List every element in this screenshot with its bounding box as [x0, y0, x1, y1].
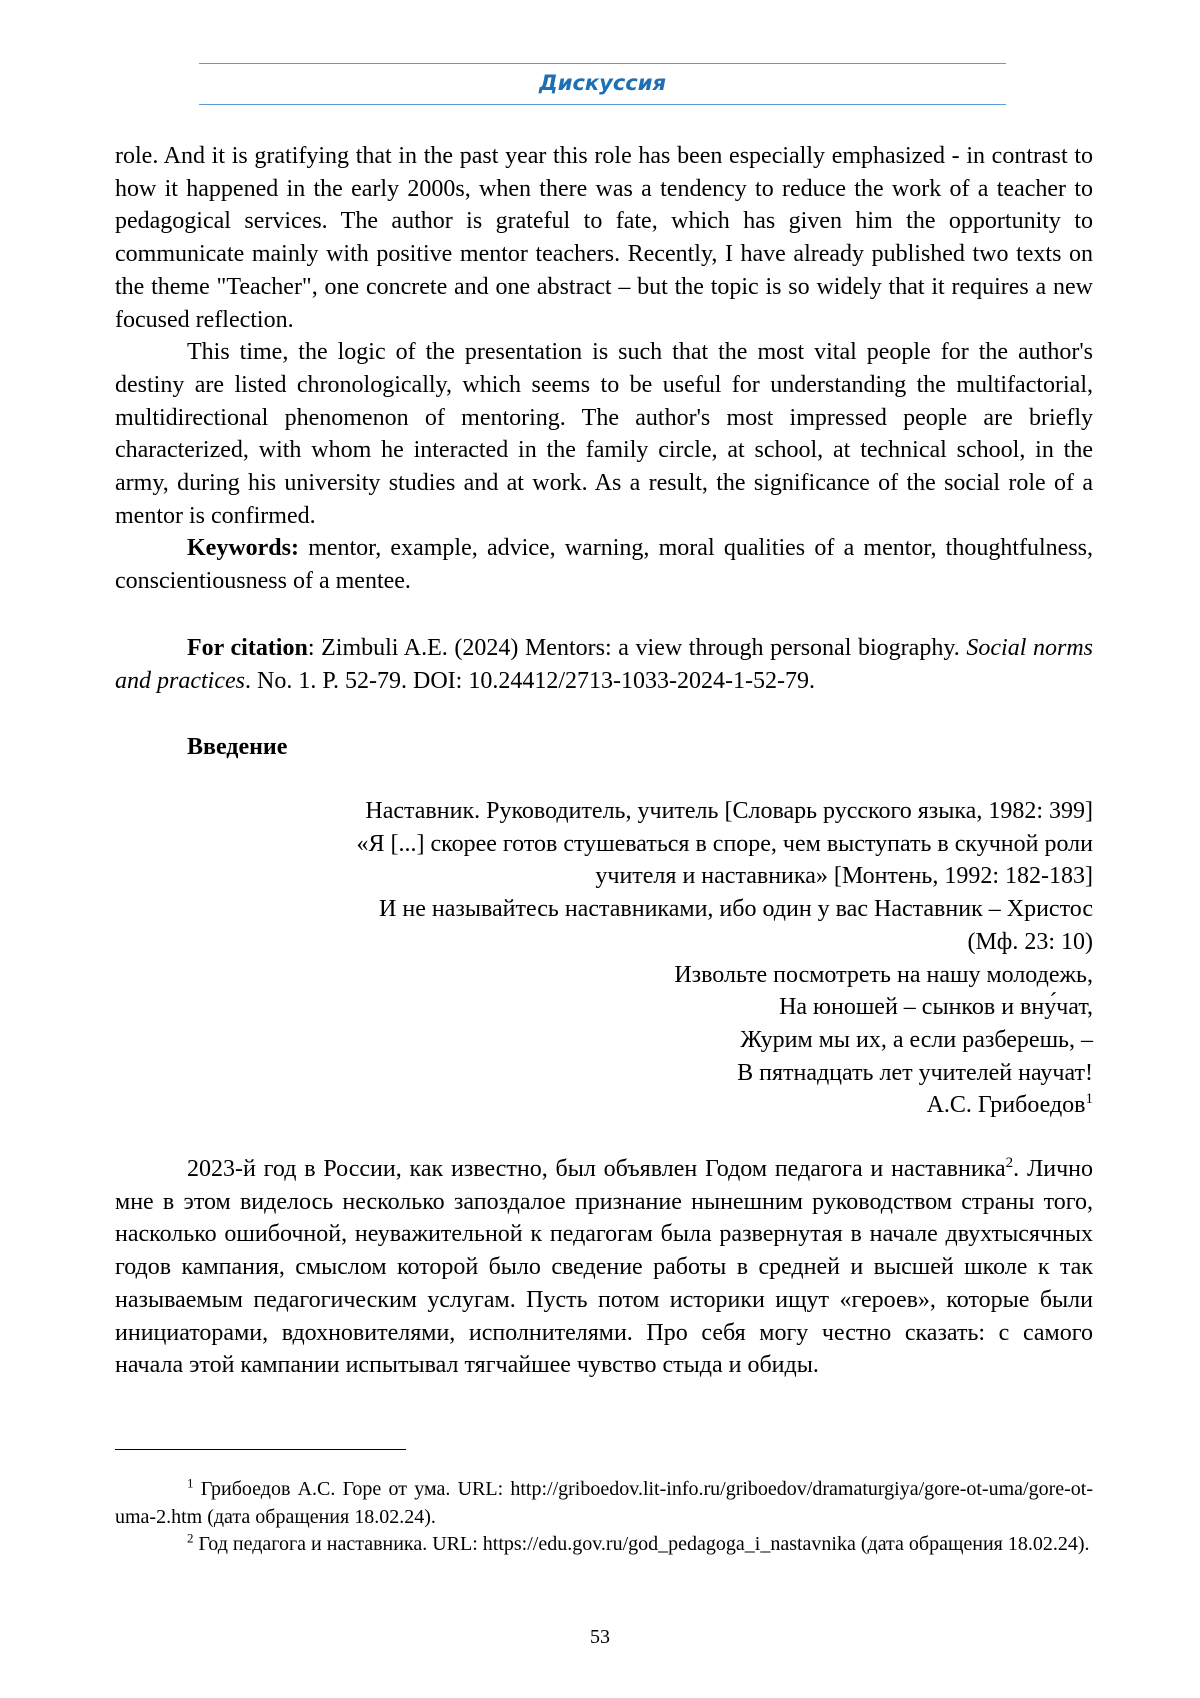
epigraph-author [115, 1089, 1093, 1122]
epigraph-line: Журим мы их, а если разберешь, – [740, 1026, 1093, 1053]
citation-paragraph [115, 632, 1093, 697]
citation-text-1: : Zimbuli A.E. (2024) Mentors: a view through personal biography. [307, 635, 967, 661]
keywords-text: mentor, example, advice, warning, moral qualities of a mentor, thoughtfulness, conscientiousness of a mentee. [115, 535, 1093, 595]
epigraphs [115, 795, 1093, 1122]
introduction-text-start: 2023-й год в России, как известно, был объявлен Годом педагога и наставника [187, 1156, 1006, 1182]
keywords-paragraph [115, 532, 1093, 597]
section-title: Дискуссия [539, 71, 666, 95]
introduction-paragraph [115, 1153, 1093, 1382]
introduction-heading: Введение [187, 734, 288, 760]
footnotes [115, 1476, 1093, 1559]
page-number: 53 [590, 1626, 610, 1648]
footnote-2 [115, 1531, 1093, 1559]
citation-text-2: . No. 1. P. 52-79. DOI: 10.24412/2713-1033-2024-1-52-79. [244, 667, 815, 694]
introduction-heading-block [115, 731, 1093, 764]
epigraph-line: И не называйтесь наставниками, ибо один у вас Наставник – Христос [379, 896, 1093, 923]
epigraph-line: учителя и наставника» [Монтень, 1992: 182-183] [595, 863, 1093, 890]
introduction-text [115, 1153, 1093, 1382]
epigraph-line: Наставник. Руководитель, учитель [Словарь русского языка, 1982: 399] [365, 798, 1093, 824]
citation [115, 632, 1093, 697]
footnote-text: Год педагога и наставника. URL: https://edu.gov.ru/god_pedagoga_i_nastavnika (дата обращения 18.02.24). [193, 1533, 1090, 1555]
footnote-text: Грибоедов А.С. Горе от ума. URL: http://griboedov.lit-info.ru/griboedov/dramaturgiya/gore-ot-uma/gore-ot-uma-2.htm (дата обращения 18.02.24). [115, 1478, 1093, 1528]
footnote-separator [115, 1449, 406, 1450]
epigraph-line: (Мф. 23: 10) [967, 928, 1093, 955]
epigraph-author-name: А.С. Грибоедов [926, 1092, 1086, 1119]
epigraph-line: «Я [...] скорее готов стушеваться в споре, чем выступать в скучной роли [356, 830, 1093, 857]
abstract [115, 140, 1093, 598]
footnote-number: 1 [187, 1475, 194, 1491]
abstract-paragraph-1: role. And it is gratifying that in the past year this role has been especially emphasized - in contrast to how it happened in the early 2000s, when there was a tendency to reduce the work of a teacher to pedagogical services. The author is grateful to fate, which has given him the opportunity to communicate mainly with positive mentor teachers. Recently, I have already published two texts on the theme "Teacher", one concrete and one abstract – but the topic is so widely that it requires a new focused reflection. [115, 143, 1093, 333]
keywords-label: Keywords: [187, 535, 299, 562]
running-header [199, 63, 1006, 105]
abstract-paragraph-2: This time, the logic of the presentation is such that the most vital people for the author's destiny are listed chronologically, which seems to be useful for understanding the multifactorial, multidirectional phenomenon of mentoring. The author's most impressed people are briefly characterized, with whom he interacted in the family circle, at school, at technical school, in the army, during his university studies and at work. As a result, the significance of the social role of a mentor is confirmed. [115, 339, 1093, 529]
introduction-text-rest: . Лично мне в этом виделось несколько запоздалое признание нынешним руководством страны того, насколько ошибочной, неуважительной к педагогам была развернутая в начале двухтысячных годов кампания, смыслом которой было сведение работы в средней и высшей школе к так называемым педагогическим услугам. Пусть потом историки ищут «героев», которые были инициаторами, вдохновителями, исполнителями. Про себя могу честно сказать: с самого начала этой кампании испытывал тягчайшее чувство стыда и обиды. [115, 1156, 1093, 1379]
footnote-ref-2: 2 [1005, 1155, 1014, 1171]
footnote-1 [115, 1476, 1093, 1531]
epigraph-line: В пятнадцать лет учителей научат! [737, 1059, 1093, 1086]
epigraph-line: На юношей – сынков и вну́чат, [779, 994, 1093, 1021]
footnote-number: 2 [187, 1530, 194, 1546]
footnote-ref-1: 1 [1085, 1091, 1093, 1108]
citation-label: For citation [187, 635, 308, 661]
epigraph-line: Извольте посмотреть на нашу молодежь, [674, 961, 1093, 988]
citation-journal: Social norms and practices [115, 635, 1093, 694]
